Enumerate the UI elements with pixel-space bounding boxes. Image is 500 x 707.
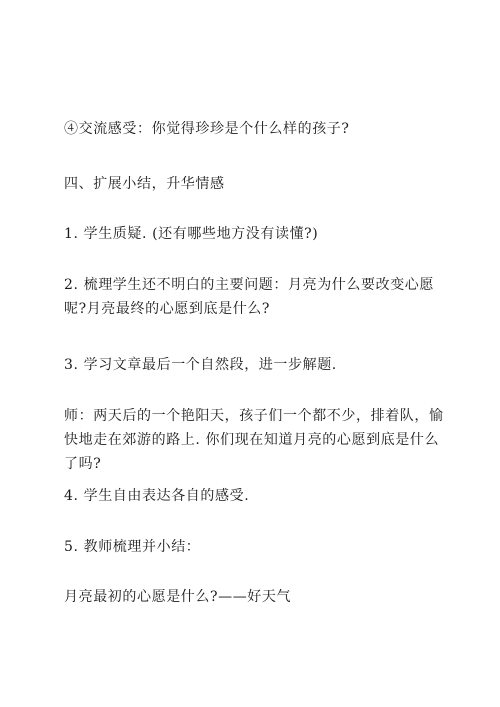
paragraph-teacher-summary: 5. 教师梳理并小结： bbox=[64, 539, 201, 555]
paragraph-last-section-study: 3. 学习文章最后一个自然段，进一步解题. bbox=[64, 357, 337, 373]
paragraph-teacher-speech: 师：两天后的一个艳阳天，孩子们一个都不少，排着队，愉快地走在郊游的路上. 你们现在知道月亮的心愿到底是什么了吗? bbox=[64, 408, 444, 472]
paragraph-main-problems: 2. 梳理学生还不明白的主要问题：月亮为什么要改变心愿呢?月亮最终的心愿到底是什么? bbox=[64, 277, 435, 317]
paragraph-student-questions: 1. 学生质疑. (还有哪些地方没有读懂?) bbox=[64, 226, 319, 242]
paragraph-exchange-feelings: ④交流感受：你觉得珍珍是个什么样的孩子? bbox=[64, 121, 350, 137]
paragraph-moon-first-wish: 月亮最初的心愿是什么?——好天气 bbox=[64, 589, 292, 605]
paragraph-student-expression: 4. 学生自由表达各自的感受. bbox=[64, 488, 250, 504]
section-heading-summary: 四、扩展小结，升华情感 bbox=[64, 176, 225, 192]
